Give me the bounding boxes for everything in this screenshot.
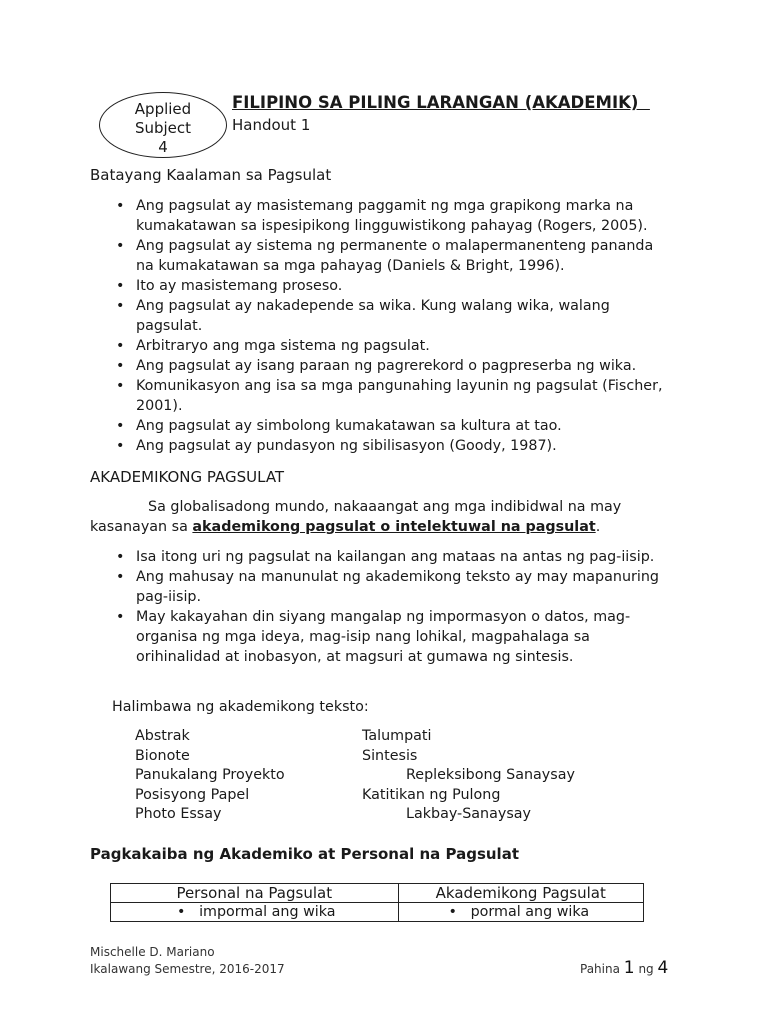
example-item: Photo Essay (135, 806, 222, 822)
example-item: Katitikan ng Pulong (362, 786, 501, 803)
example-item: Sintesis (362, 747, 418, 764)
list-item: • Ang pagsulat ay pundasyon ng sibilisasyon (Goody, 1987). (110, 436, 670, 456)
list-item: • Ang pagsulat ay masistemang paggamit ng mga grapikong marka na kumakatawan sa ispesipikong lingguwistikong pahayag (Rogers, 2005). (110, 196, 670, 236)
list-item: • Arbitraryo ang mga sistema ng pagsulat. (110, 336, 670, 356)
list-item: • May kakayahan din siyang mangalap ng impormasyon o datos, mag-organisa ng mga ideya, mag-isip nang lohikal, magpahalaga sa orihinalidad at inobasyon, at magsuri at gumawa ng sintesis. (110, 607, 670, 667)
intro-text: Sa globalisadong mundo, nakaaangat ang mga indibidwal na may kasanayan sa (90, 499, 622, 535)
example-item: Bionote (135, 747, 190, 764)
badge-line-2: Subject (134, 119, 192, 137)
example-item: Abstrak (135, 728, 190, 744)
cell-text: impormal ang wika (199, 904, 336, 920)
examples-right-column (362, 727, 575, 825)
document-title: FILIPINO SA PILING LARANGAN (AKADEMIK) (232, 93, 650, 112)
document-subtitle: Handout 1 (232, 116, 311, 134)
page-number (580, 958, 668, 978)
example-item: Talumpati (362, 728, 432, 744)
list-item: • Ang pagsulat ay simbolong kumakatawan sa kultura at tao. (110, 416, 670, 436)
subject-badge (99, 92, 227, 158)
example-item: Repleksibong Sanaysay (406, 767, 575, 783)
list-item: • Ito ay masistemang proseso. (110, 276, 670, 296)
list-item: • Komunikasyon ang isa sa mga pangunahing layunin ng pagsulat (Fischer, 2001). (110, 376, 670, 416)
page-current: 1 (623, 958, 635, 978)
akademikong-bullet-list (110, 547, 670, 667)
table-header-personal: Personal na Pagsulat (111, 884, 399, 903)
table-row (111, 903, 644, 922)
list-item: • Ang pagsulat ay isang paraan ng pagrerekord o pagpreserba ng wika. (110, 356, 670, 376)
footer-author: Mischelle D. Mariano (90, 945, 215, 959)
badge-line-1: Applied (134, 100, 192, 118)
intro-emphasis: akademikong pagsulat o intelektuwal na pagsulat (192, 519, 596, 535)
comparison-table (110, 883, 644, 922)
example-item: Lakbay-Sanaysay (406, 806, 531, 822)
page-word: Pahina (580, 962, 620, 976)
badge-line-3: 4 (158, 138, 168, 156)
examples-left-column (135, 727, 285, 825)
batayang-bullet-list (110, 196, 670, 456)
list-item: • Ang mahusay na manunulat ng akademikong teksto ay may mapanuring pag-iisip. (110, 567, 670, 607)
akademikong-intro-paragraph (90, 497, 670, 537)
section-heading-batayang: Batayang Kaalaman sa Pagsulat (90, 166, 332, 184)
example-item: Panukalang Proyekto (135, 767, 285, 783)
list-item: • Ang pagsulat ay sistema ng permanente o malapermanenteng pananda na kumakatawan sa mga pahayag (Daniels & Bright, 1996). (110, 236, 670, 276)
table-header-row (111, 884, 644, 903)
page-of-word: ng (638, 962, 654, 976)
section-heading-akademikong: AKADEMIKONG PAGSULAT (90, 468, 285, 486)
table-header-akademiko: Akademikong Pagsulat (398, 884, 643, 903)
examples-label: Halimbawa ng akademikong teksto: (112, 699, 369, 715)
intro-end: . (595, 519, 601, 535)
page-total: 4 (657, 958, 669, 978)
list-item: • Ang pagsulat ay nakadepende sa wika. Kung walang wika, walang pagsulat. (110, 296, 670, 336)
list-item: • Isa itong uri ng pagsulat na kailangan ang mataas na antas ng pag-iisip. (110, 547, 670, 567)
table-cell: • impormal ang wika (111, 903, 399, 922)
table-cell: • pormal ang wika (398, 903, 643, 922)
section-heading-pagkakaiba: Pagkakaiba ng Akademiko at Personal na Pagsulat (90, 845, 519, 863)
example-item: Posisyong Papel (135, 786, 250, 803)
footer-semester: Ikalawang Semestre, 2016-2017 (90, 962, 285, 976)
cell-text: pormal ang wika (470, 904, 590, 920)
